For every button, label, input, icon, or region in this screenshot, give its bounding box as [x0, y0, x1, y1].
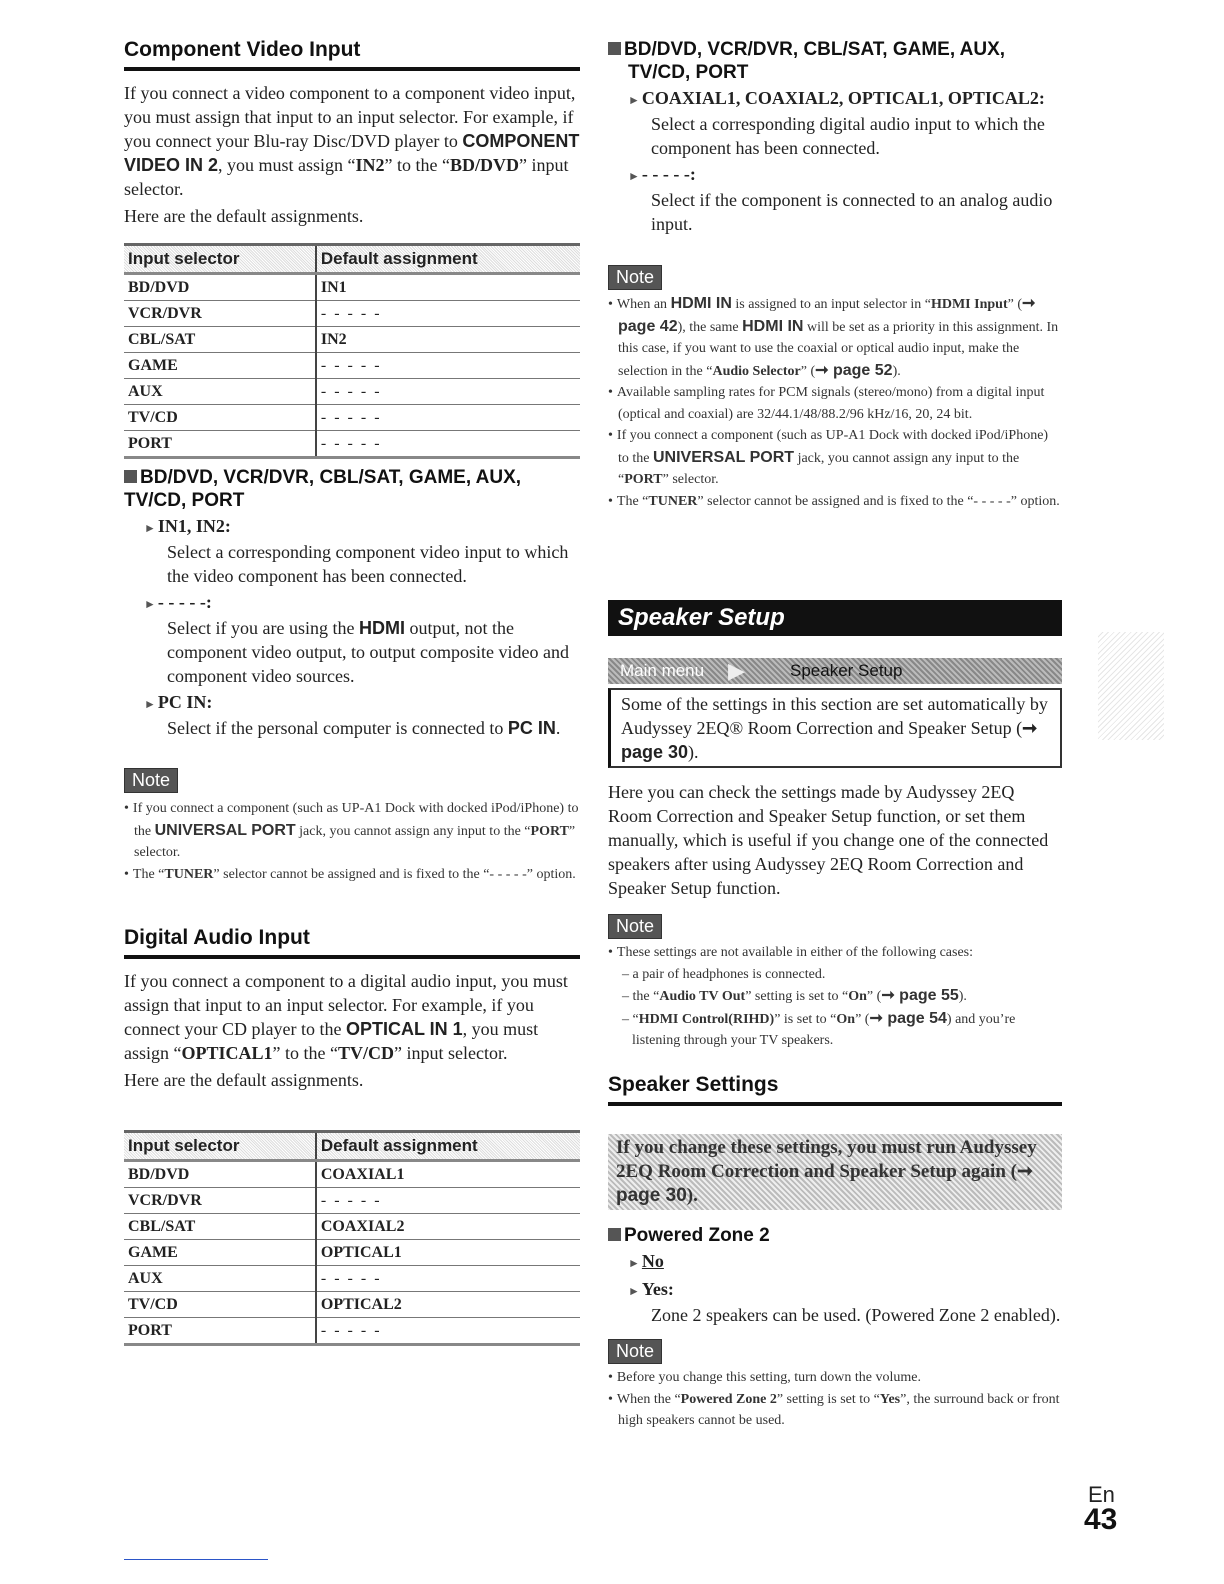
info-box: Some of the settings in this section are set automatically by Audyssey 2EQ® Room Correction and Speaker Setup (➞ page 30).: [608, 688, 1062, 768]
page-number: 43: [1084, 1503, 1118, 1536]
breadcrumb-main-menu: Main menu: [620, 661, 705, 680]
chevron-right-icon: ▶: [728, 658, 745, 683]
option-description: Select if the component is connected to an analog audio input.: [651, 190, 1053, 234]
arrow-icon: ►: [628, 1284, 640, 1298]
table-row: TV/CD OPTICAL2: [124, 1292, 580, 1318]
table-row: CBL/SAT COAXIAL2: [124, 1214, 580, 1240]
breadcrumb: [608, 658, 1062, 684]
warning-box: If you change these settings, you must run Audyssey 2EQ Room Correction and Speaker Setup again (➞ page 30).: [608, 1134, 1062, 1210]
table-row: CBL/SAT IN2: [124, 327, 580, 353]
footer-rule: [124, 1559, 268, 1560]
speaker-settings-section: [608, 1073, 1062, 1432]
option-description: Select if you are using the HDMI output, not the component video output, to output composite video and component video sources.: [167, 618, 569, 686]
arrow-icon: ►: [628, 1256, 640, 1270]
audio-options: [608, 38, 1062, 236]
option-heading: Powered Zone 2: [608, 1224, 1062, 1247]
note-badge: Note: [608, 265, 662, 290]
note-block: [608, 265, 1062, 512]
speaker-setup-banner: Speaker Setup: [608, 600, 1062, 636]
note-block: [608, 914, 1062, 1052]
table-row: PORT - - - - -: [124, 1318, 580, 1345]
component-video-table: [124, 243, 580, 459]
breadcrumb-speaker-setup: Speaker Setup: [790, 661, 903, 680]
defaults-paragraph: Here are the default assignments.: [124, 206, 364, 226]
language-label: En: [1088, 1482, 1115, 1507]
table-row: PORT - - - - -: [124, 431, 580, 458]
option-description: Zone 2 speakers can be used. (Powered Zone 2 enabled).: [651, 1305, 1061, 1325]
col-header: Default assignment: [316, 245, 580, 274]
note-item: • These settings are not available in either of the following cases: – a pair of headphones is connected. – the “Audio TV Out” setting is set to “On” (➞ page 55). – “HDMI Control(RIHD)” is set to “On” (➞ page 54) and you’re listening through your TV speakers.: [608, 942, 1062, 1052]
note-item: • When the “Powered Zone 2” setting is set to “Yes”, the surround back or front high speakers cannot be used.: [608, 1389, 1062, 1432]
option-label: ► - - - - -:: [144, 592, 212, 612]
digital-audio-table: [124, 1130, 580, 1346]
section-heading: Digital Audio Input: [124, 926, 580, 959]
speaker-setup-section: [608, 600, 1062, 1052]
table-row: AUX - - - - -: [124, 1266, 580, 1292]
note-item: • The “TUNER” selector cannot be assigned and is fixed to the “- - - - -” option.: [608, 491, 1062, 513]
option-label: ► COAXIAL1, COAXIAL2, OPTICAL1, OPTICAL2:: [628, 88, 1045, 108]
table-row: GAME - - - - -: [124, 353, 580, 379]
option-description: Select a corresponding digital audio input to which the component has been connected.: [651, 114, 1045, 158]
arrow-icon: ►: [144, 597, 156, 611]
side-tab-decoration: [1098, 632, 1164, 740]
section-heading: Speaker Settings: [608, 1073, 1062, 1106]
col-header: Input selector: [124, 245, 316, 274]
section-heading: Component Video Input: [124, 38, 580, 71]
option-label: ► - - - - -:: [628, 164, 696, 184]
table-row: VCR/DVR - - - - -: [124, 301, 580, 327]
table-row: BD/DVD COAXIAL1: [124, 1161, 580, 1188]
option-description: Select a corresponding component video input to which the video component has been connected.: [167, 542, 569, 586]
intro-paragraph: If you connect a video component to a component video input, you must assign that input to an input selector. For example, if you connect your Blu-ray Disc/DVD player to COMPONENT VIDEO IN 2, you must assign “IN2” to the “BD/DVD” input selector.: [124, 83, 580, 199]
table-row: BD/DVD IN1: [124, 274, 580, 301]
note-block: [608, 1339, 1062, 1432]
table-row: TV/CD - - - - -: [124, 405, 580, 431]
square-bullet-icon: [124, 470, 137, 483]
note-item: • The “TUNER” selector cannot be assigned and is fixed to the “- - - - -” option.: [124, 864, 580, 886]
note-item: • Before you change this setting, turn down the volume.: [608, 1367, 1062, 1389]
col-header: Default assignment: [316, 1132, 580, 1161]
note-item: • If you connect a component (such as UP-A1 Dock with docked iPod/iPhone) to the UNIVERSAL PORT jack, you cannot assign any input to the “PORT” selector.: [608, 425, 1062, 491]
note-block: [124, 768, 580, 885]
arrow-icon: ►: [628, 169, 640, 183]
note-badge: Note: [608, 1339, 662, 1364]
note-item: • Available sampling rates for PCM signals (stereo/mono) from a digital input (optical and coaxial) are 32/44.1/48/88.2/96 kHz/16, 20, 24 bit.: [608, 382, 1062, 425]
option-label: ► Yes:: [628, 1279, 674, 1299]
col-header: Input selector: [124, 1132, 316, 1161]
speaker-setup-paragraph: Here you can check the settings made by Audyssey 2EQ Room Correction and Speaker Setup function, or set them manually, which is useful if you change one of the connected speakers after using Audyssey 2EQ Room Correction and Speaker Setup function.: [608, 782, 1049, 898]
arrow-icon: ►: [628, 93, 640, 107]
note-item: • When an HDMI IN is assigned to an input selector in “HDMI Input” (➞ page 42), the same HDMI IN will be set as a priority in this assignment. In this case, if you want to use the coaxial or optical audio input, make the selection in the “Audio Selector” (➞ page 52).: [608, 293, 1062, 382]
intro-paragraph: If you connect a component to a digital audio input, you must assign that input to an input selector. For example, if you connect your CD player to the OPTICAL IN 1, you must assign “OPTICAL1” to the “TV/CD” input selector.: [124, 971, 568, 1063]
square-bullet-icon: [608, 1228, 621, 1241]
note-item: • If you connect a component (such as UP-A1 Dock with docked iPod/iPhone) to the UNIVERSAL PORT jack, you cannot assign any input to the “PORT” selector.: [124, 798, 580, 864]
option-heading: BD/DVD, VCR/DVR, CBL/SAT, GAME, AUX, TV/CD, PORT: [608, 38, 1062, 84]
option-label: ► IN1, IN2:: [144, 516, 231, 536]
option-label: ► PC IN:: [144, 692, 213, 712]
component-video-input-section: [124, 38, 580, 228]
note-badge: Note: [124, 768, 178, 793]
table-row: VCR/DVR - - - - -: [124, 1188, 580, 1214]
option-description: Select if the personal computer is connected to PC IN.: [167, 718, 561, 738]
option-heading: BD/DVD, VCR/DVR, CBL/SAT, GAME, AUX, TV/CD, PORT: [124, 467, 522, 511]
video-options: [124, 466, 580, 740]
defaults-paragraph: Here are the default assignments.: [124, 1070, 364, 1090]
table-row: GAME OPTICAL1: [124, 1240, 580, 1266]
table-row: AUX - - - - -: [124, 379, 580, 405]
arrow-icon: ►: [144, 697, 156, 711]
arrow-icon: ►: [144, 521, 156, 535]
square-bullet-icon: [608, 42, 621, 55]
note-badge: Note: [608, 914, 662, 939]
option-label: ► No: [628, 1251, 664, 1271]
digital-audio-input-section: [124, 926, 580, 1092]
